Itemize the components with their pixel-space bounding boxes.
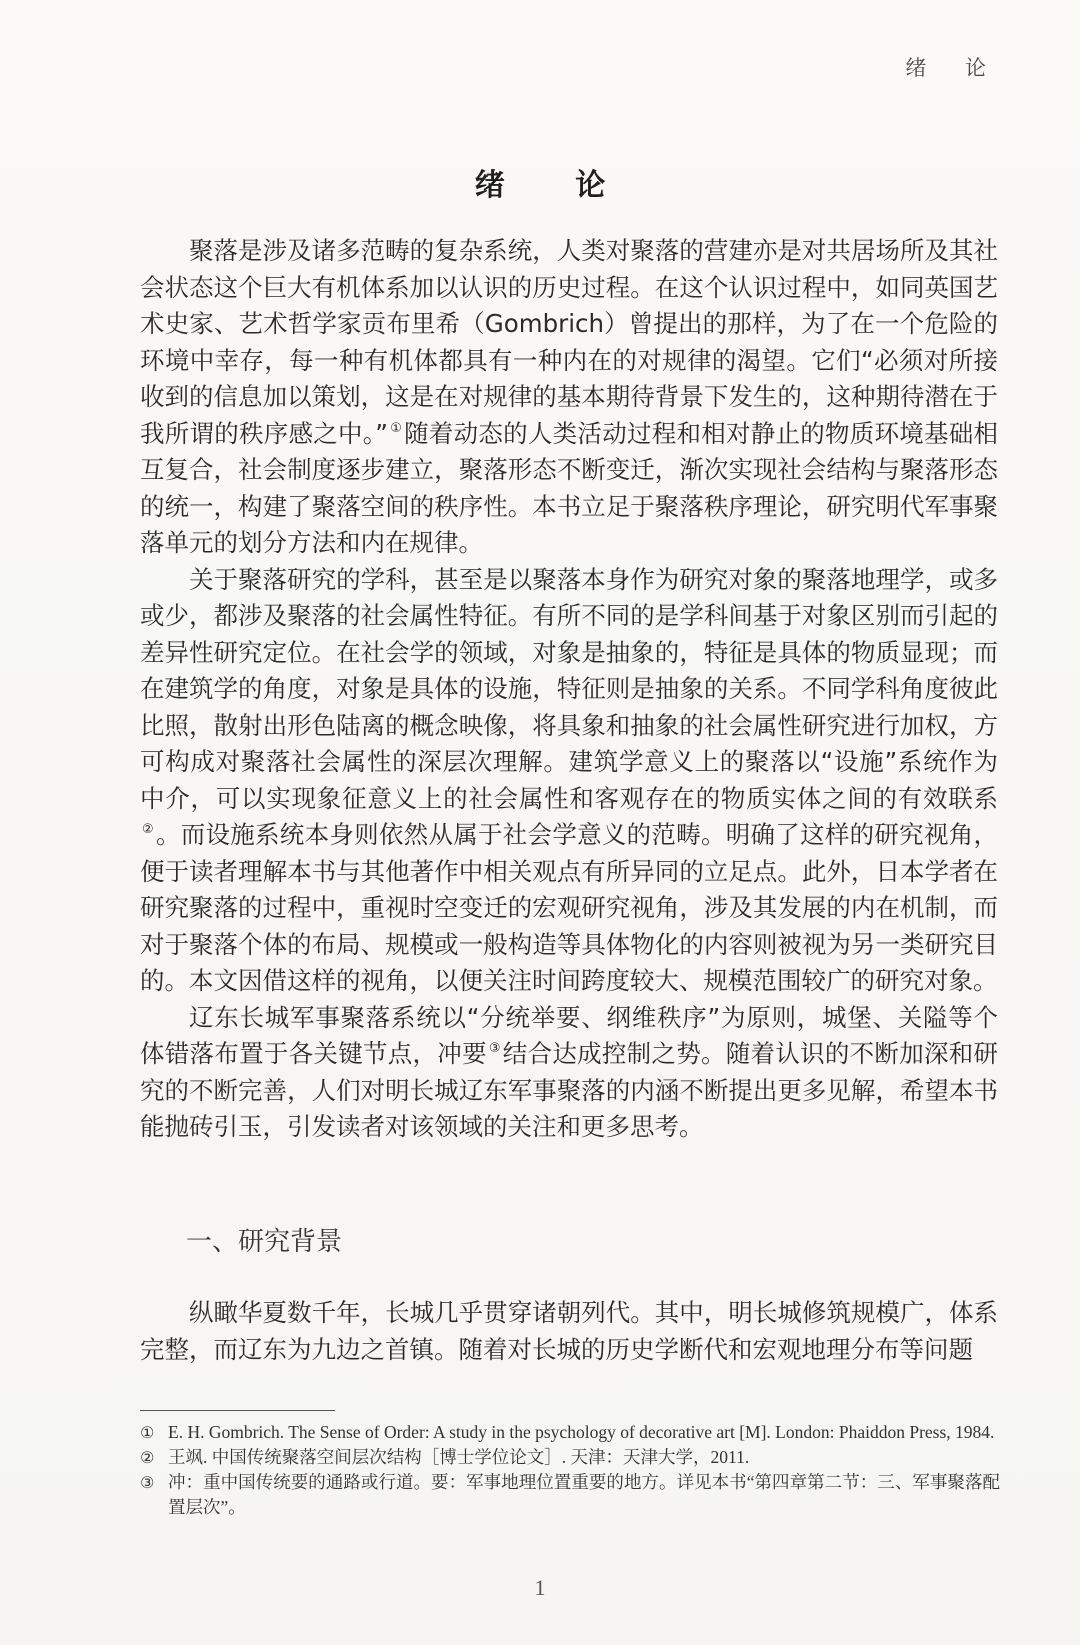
footnote-marker: ③ [140, 1473, 155, 1492]
footnote-2 [140, 1445, 1000, 1470]
paragraph-3 [140, 1000, 998, 1146]
footnote-marker: ① [140, 1423, 155, 1442]
running-header: 绪 论 [905, 56, 1002, 80]
footnote-1 [140, 1420, 1000, 1445]
paragraph-1-text-b: 随着动态的人类活动过程和相对静止的物质环境基础相互复合，社会制度逐步建立，聚落形态不断变迁，渐次实现社会结构与聚落形态的统一，构建了聚落空间的秩序性。本书立足于聚落秩序理论，研究明代军事聚落单元的划分方法和内在规律。 [140, 418, 998, 557]
paragraph-3-text-a: 辽东长城军事聚落系统以“分统举要、纲维秩序”为原则，城堡、关隘等个体错落布置于各关键节点，冲要 [140, 1002, 998, 1068]
chapter-title: 绪 论 [474, 168, 636, 203]
paragraph-1-text-a: 聚落是涉及诸多范畴的复杂系统，人类对聚落的营建亦是对共居场所及其社会状态这个巨大有机体系加以认识的历史过程。在这个认识过程中，如同英国艺术史家、艺术哲学家贡布里希（Gombrich）曾提出的那样，为了在一个危险的环境中幸存，每一种有机体都具有一种内在的对规律的渴望。它们“必须对所接收到的信息加以策划，这是在对规律的基本期待背景下发生的，这种期待潜在于我所谓的秩序感之中。” [140, 236, 998, 448]
paragraph-2-text-a: 关于聚落研究的学科，甚至是以聚落本身作为研究对象的聚落地理学，或多或少，都涉及聚落的社会属性特征。有所不同的是学科间基于对象区别而引起的差异性研究定位。在社会学的领域，对象是抽象的，特征是具体的物质显现；而在建筑学的角度，对象是具体的设施，特征则是抽象的关系。不同学科角度彼此比照，散射出形色陆离的概念映像，将具象和抽象的社会属性研究进行加权，方可构成对聚落社会属性的深层次理解。建筑学意义上的聚落以“设施”系统作为中介，可以实现象征意义上的社会属性和客观存在的物质实体之间的有效联系 [140, 564, 998, 813]
footnote-ref-3[interactable]: ③ [488, 1041, 501, 1056]
footnote-divider [140, 1410, 335, 1411]
section-paragraph: 纵瞰华夏数千年，长城几乎贯穿诸朝列代。其中，明长城修筑规模广，体系完整，而辽东为九边之首镇。随着对长城的历史学断代和宏观地理分布等问题 [140, 1298, 998, 1364]
paragraph-3-text-b: 结合达成控制之势。随着认识的不断加深和研究的不断完善，人们对明长城辽东军事聚落的内涵不断提出更多见解，希望本书能抛砖引玉，引发读者对该领域的关注和更多思考。 [140, 1039, 999, 1141]
footnote-ref-1[interactable]: ① [389, 420, 403, 436]
paragraph-1 [140, 233, 998, 562]
footnotes [140, 1420, 1000, 1520]
footnote-3 [140, 1470, 1000, 1520]
paragraph-2-text-b: 。而设施系统本身则依然从属于社会学意义的范畴。明确了这样的研究视角，便于读者理解本书与其他著作中相关观点有所异同的立足点。此外，日本学者在研究聚落的过程中，重视时空变迁的宏观研究视角，涉及其发展的内在机制，而对于聚落个体的布局、规模或一般构造等具体物化的内容则被视为另一类研究目的。本文因借这样的视角，以便关注时间跨度较大、规模范围较广的研究对象。 [140, 820, 999, 995]
footnote-marker: ② [140, 1448, 155, 1467]
footnote-text: E. H. Gombrich. The Sense of Order: A study in the psychology of decorative art [M]. London: Phaiddon Press, 1984. [168, 1422, 995, 1442]
section-body-text [140, 1295, 998, 1368]
section-heading: 一、研究背景 [186, 1227, 343, 1257]
footnote-ref-2[interactable]: ② [142, 822, 154, 837]
footnote-text: 王飒. 中国传统聚落空间层次结构［博士学位论文］. 天津：天津大学，2011. [168, 1447, 750, 1467]
page-number: 1 [534, 1575, 546, 1600]
footnote-text: 冲：重中国传统要的通路或行道。要：军事地理位置重要的地方。详见本书“第四章第二节：三、军事聚落配置层次”。 [168, 1472, 1000, 1517]
paragraph-2 [140, 562, 998, 1000]
body-text [140, 233, 998, 1146]
